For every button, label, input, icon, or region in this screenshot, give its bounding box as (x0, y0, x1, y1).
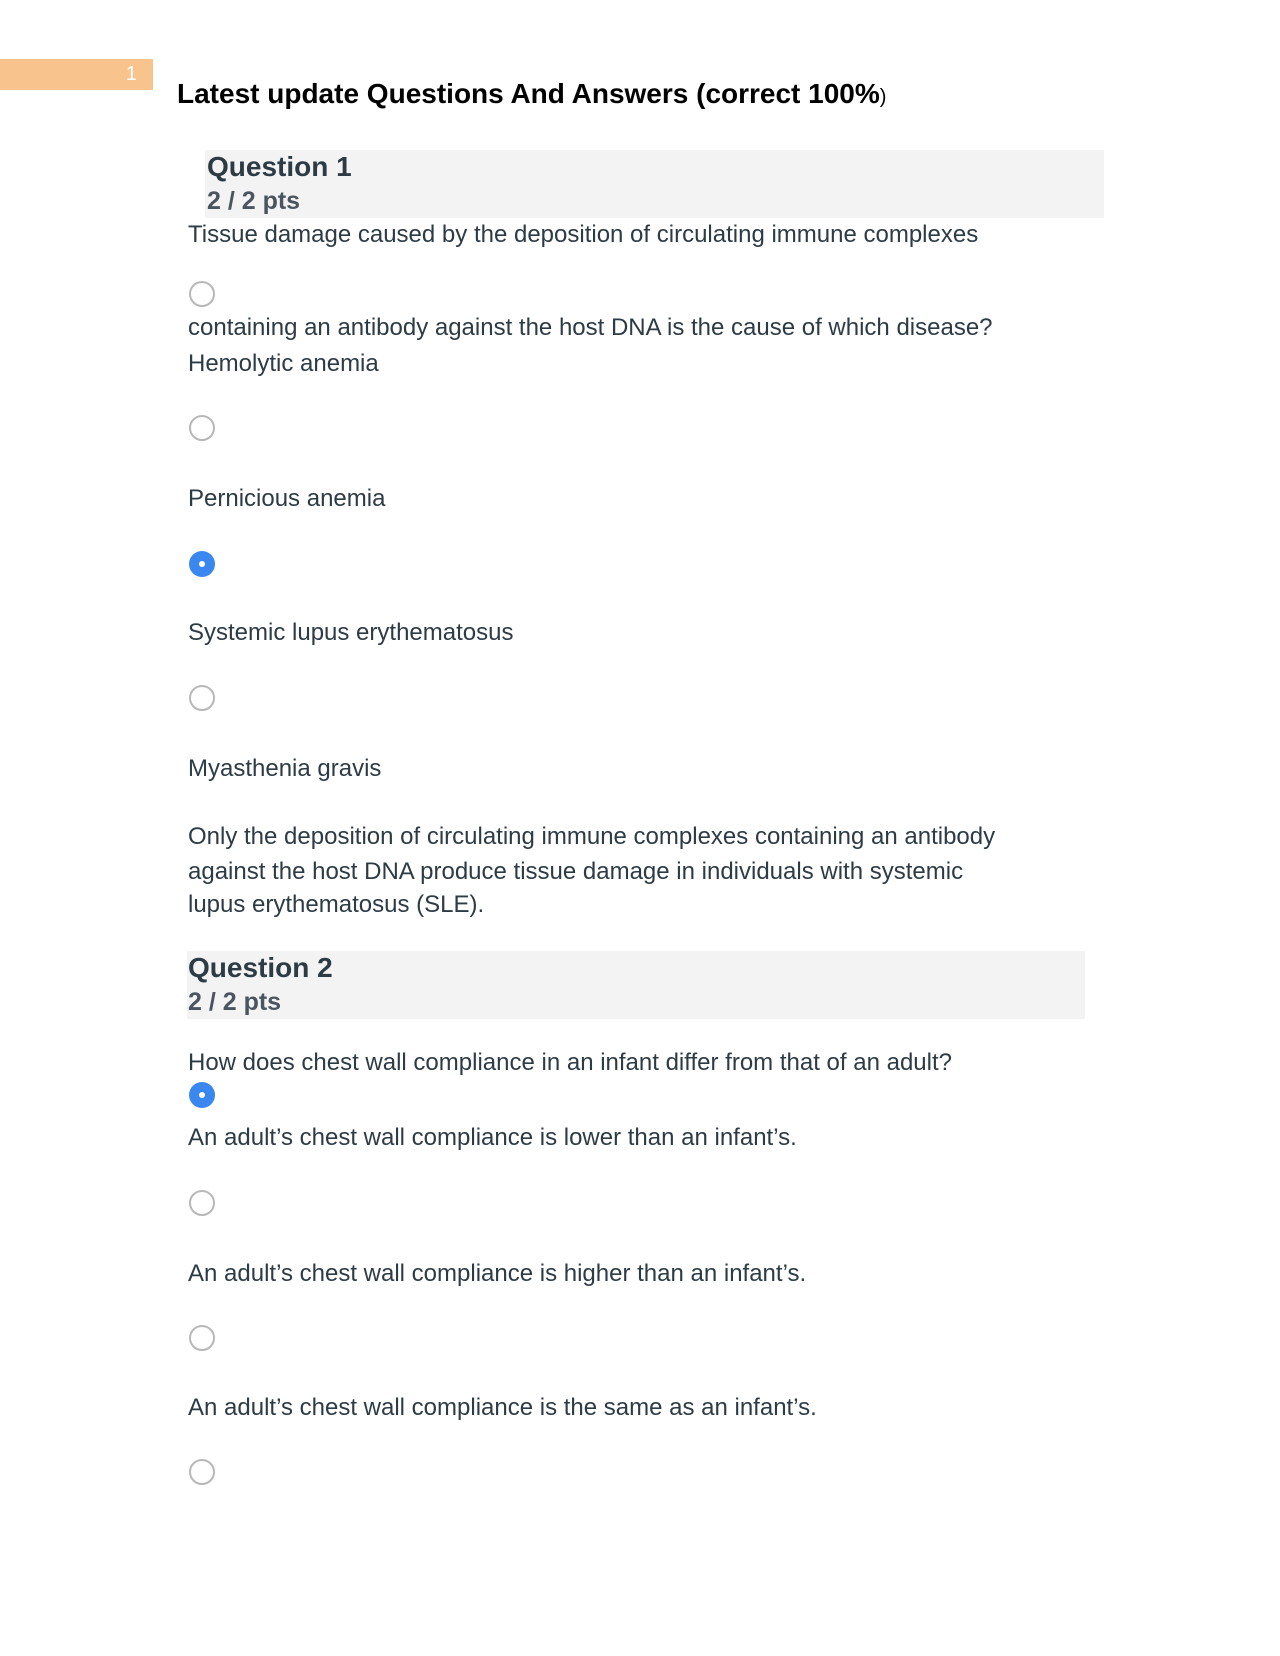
answer-radio-selected[interactable] (189, 551, 215, 577)
title-paren: ) (879, 86, 887, 108)
answer-option-label: Pernicious anemia (188, 485, 386, 512)
answer-radio[interactable] (189, 281, 215, 307)
page-number-tab: 1 (0, 59, 153, 90)
document-title (177, 78, 886, 110)
answer-radio[interactable] (189, 415, 215, 441)
answer-option-label: Hemolytic anemia (188, 350, 379, 377)
answer-radio[interactable] (189, 1459, 215, 1485)
question-2-header (187, 951, 1085, 1019)
answer-radio-selected[interactable] (189, 1082, 215, 1108)
question-points: 2 / 2 pts (207, 187, 301, 215)
question-prompt-continued: containing an antibody against the host DNA is the cause of which disease? (188, 314, 993, 341)
question-title: Question 2 (188, 952, 333, 983)
answer-option-label: An adult’s chest wall compliance is the same as an infant’s. (188, 1394, 817, 1421)
explanation-line: lupus erythematosus (SLE). (188, 891, 485, 918)
question-title: Question 1 (207, 151, 352, 182)
explanation-line: against the host DNA produce tissue damage in individuals with systemic (188, 858, 964, 885)
answer-option-label: An adult’s chest wall compliance is higher than an infant’s. (188, 1260, 807, 1287)
question-prompt: How does chest wall compliance in an infant differ from that of an adult? (188, 1049, 952, 1076)
question-1-header (205, 150, 1104, 218)
answer-option-label: An adult’s chest wall compliance is lower than an infant’s. (188, 1124, 797, 1151)
title-text: Latest update Questions And Answers (correct 100% (177, 78, 880, 109)
answer-radio[interactable] (189, 1325, 215, 1351)
question-points: 2 / 2 pts (188, 988, 282, 1016)
question-prompt: Tissue damage caused by the deposition of circulating immune complexes (188, 221, 979, 248)
answer-radio[interactable] (189, 685, 215, 711)
explanation-line: Only the deposition of circulating immune complexes containing an antibody (188, 823, 996, 850)
answer-radio[interactable] (189, 1190, 215, 1216)
answer-option-label: Systemic lupus erythematosus (188, 619, 514, 646)
answer-option-label: Myasthenia gravis (188, 755, 382, 782)
